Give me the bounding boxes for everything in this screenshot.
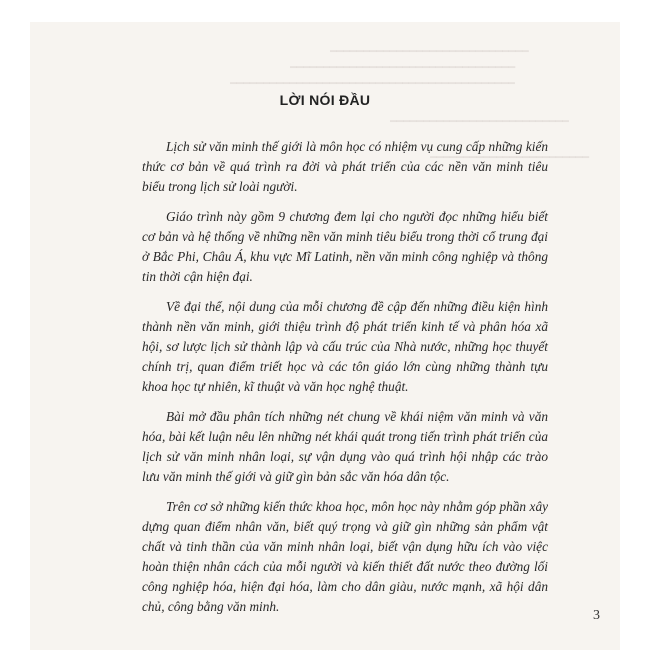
page-title: LỜI NÓI ĐẦU	[279, 92, 371, 108]
show-through-text: ━━━━━━━━━━━━━━━━━━━━━━━━━━━━━━━━━━	[290, 61, 516, 74]
show-through-text: ━━━━━━━━━━━━━━━━━━━━━━━━	[430, 151, 589, 164]
paragraph: Lịch sử văn minh thế giới là môn học có nhiệm vụ cung cấp những kiến thức cơ bản về quá trình ra đời và phát triển của các nền văn minh tiêu biểu trong lịch sử loài người.	[142, 139, 548, 194]
paragraph: Trên cơ sở những kiến thức khoa học, môn học này nhằm góp phần xây dựng quan điểm nhân văn, biết quý trọng và giữ gìn những sản phẩm vật chất và tinh thần của văn minh nhân loại, biết vận dụng hữu ích vào việc hoàn thiện nhân cách của mỗi người và kiến thiết đất nước theo đường lối công nghiệp hóa, hiện đại hóa, làm cho dân giàu, nước mạnh, xã hội dân chủ, công bằng văn minh.	[142, 499, 548, 614]
paragraph: Về đại thể, nội dung của mỗi chương đề cập đến những điều kiện hình thành nền văn minh, giới thiệu trình độ phát triển kinh tế và phân hóa xã hội, sơ lược lịch sử thành lập và cấu trúc của Nhà nước, những học thuyết chính trị, quan điểm triết học và các tôn giáo lớn cùng những thành tựu khoa học tự nhiên, kĩ thuật và văn học nghệ thuật.	[142, 299, 548, 394]
page-number: 3	[593, 608, 600, 623]
show-through-text: ━━━━━━━━━━━━━━━━━━━━━━━━━━━━━━━━━━━━━━━━━━━	[230, 77, 515, 90]
paragraph: Bài mở đầu phân tích những nét chung về khái niệm văn minh và văn hóa, bài kết luận nêu lên những nét khái quát trong tiến trình phát triển của lịch sử văn minh nhân loại, sự vận dụng vào quá trình hội nhập các trào lưu văn minh thế giới và giữ gìn bản sắc văn hóa dân tộc.	[142, 409, 548, 484]
book-page	[30, 22, 620, 650]
paragraph: Giáo trình này gồm 9 chương đem lại cho người đọc những hiểu biết cơ bản và hệ thống về những nền văn minh tiêu biểu trong thời cổ trung đại ở Bắc Phi, Châu Á, khu vực Mĩ Latinh, nền văn minh công nghiệp và thông tin thời cận hiện đại.	[142, 209, 548, 284]
show-through-text: ━━━━━━━━━━━━━━━━━━━━━━━━━━━	[390, 115, 569, 128]
show-through-text: ━━━━━━━━━━━━━━━━━━━━━━━━━━━━━━	[330, 45, 529, 58]
preface-body	[142, 137, 548, 627]
